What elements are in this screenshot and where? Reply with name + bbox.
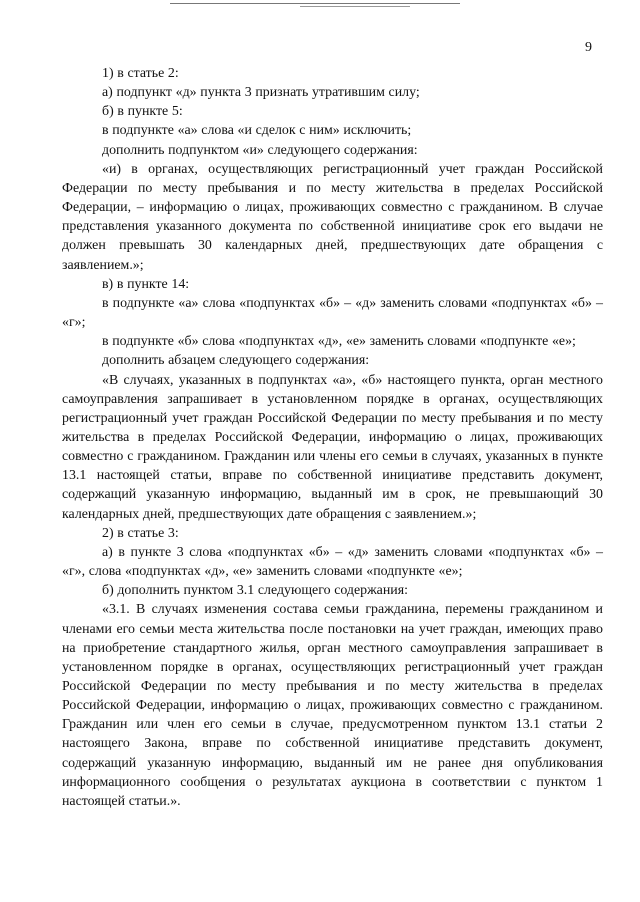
paragraph-14: б) дополнить пунктом 3.1 следующего содержания: bbox=[102, 583, 408, 599]
paragraph-15: «3.1. В случаях изменения состава семьи гражданина, перемены гражданином и членами его семьи места жительства после постановки на учет граждан, имеющих право на приобретение стандартного жилья, орган местного самоуправления запрашивает в установленном порядке в органах, осуществляющих регистрационный учет граждан Российской Федерации по месту пребывания и по месту жительства в пределах Российской Федерации, информацию о лицах, проживающих совместно с гражданином. Гражданин или член его семьи в случае, предусмотренном пунктом 13.1 статьи 2 настоящего Закона, вправе по собственной инициативе представить документ, содержащий указанную информацию, выданный им не ранее дня опубликования информационного сообщения о результатах аукциона в соответствии с пунктом 1 настоящей статьи.». bbox=[62, 602, 603, 809]
page-number: 9 bbox=[585, 40, 592, 55]
paragraph-1: 1) в статье 2: bbox=[102, 66, 179, 81]
top-scan-rule bbox=[170, 3, 460, 4]
paragraph-5: дополнить подпунктом «и» следующего содержания: bbox=[102, 142, 418, 158]
paragraph-13: а) в пункте 3 слова «подпунктах «б» – «д» заменить словами «подпунктах «б» – «г», слова «подпунктах «д», «е» заменить словами «подпункте «е»; bbox=[62, 544, 603, 580]
paragraph-3: б) в пункте 5: bbox=[102, 104, 183, 120]
top-scan-rule-secondary bbox=[300, 6, 410, 7]
paragraph-12: 2) в статье 3: bbox=[102, 525, 179, 541]
paragraph-6: «и) в органах, осуществляющих регистрационный учет граждан Российской Федерации по месту пребывания и по месту жительства в пределах Российской Федерации, – информацию о лицах, проживающих совместно с гражданином. В случае представления указанного документа по собственной инициативе срок его выдачи не должен превышать 30 календарных дней, предшествующих дате обращения с заявлением.»; bbox=[62, 161, 603, 273]
paragraph-11: «В случаях, указанных в подпунктах «а», «б» настоящего пункта, орган местного самоуправления запрашивает в установленном порядке в органах, осуществляющих регистрационный учет граждан Российской Федерации по месту пребывания и по месту жительства в пределах Российской Федерации, информацию о лицах, проживающих совместно с гражданином. Гражданин или члены его семьи в случаях, указанных в пункте 13.1 настоящей статьи, вправе по собственной инициативе представить документ, содержащий указанную информацию, выданный им в срок, не превышающий 30 календарных дней, предшествующих дате обращения с заявлением.»; bbox=[62, 372, 603, 522]
paragraph-4: в подпункте «а» слова «и сделок с ним» исключить; bbox=[102, 123, 412, 139]
paragraph-9: в подпункте «б» слова «подпунктах «д», «е» заменить словами «подпункте «е»; bbox=[102, 334, 576, 350]
document-body bbox=[62, 64, 603, 811]
paragraph-8: в подпункте «а» слова «подпунктах «б» – «д» заменить словами «подпунктах «б» – «г»; bbox=[62, 295, 603, 331]
paragraph-7: в) в пункте 14: bbox=[102, 276, 190, 292]
paragraph-2: а) подпункт «д» пункта 3 признать утратившим силу; bbox=[102, 85, 420, 101]
paragraph-10: дополнить абзацем следующего содержания: bbox=[102, 353, 370, 369]
